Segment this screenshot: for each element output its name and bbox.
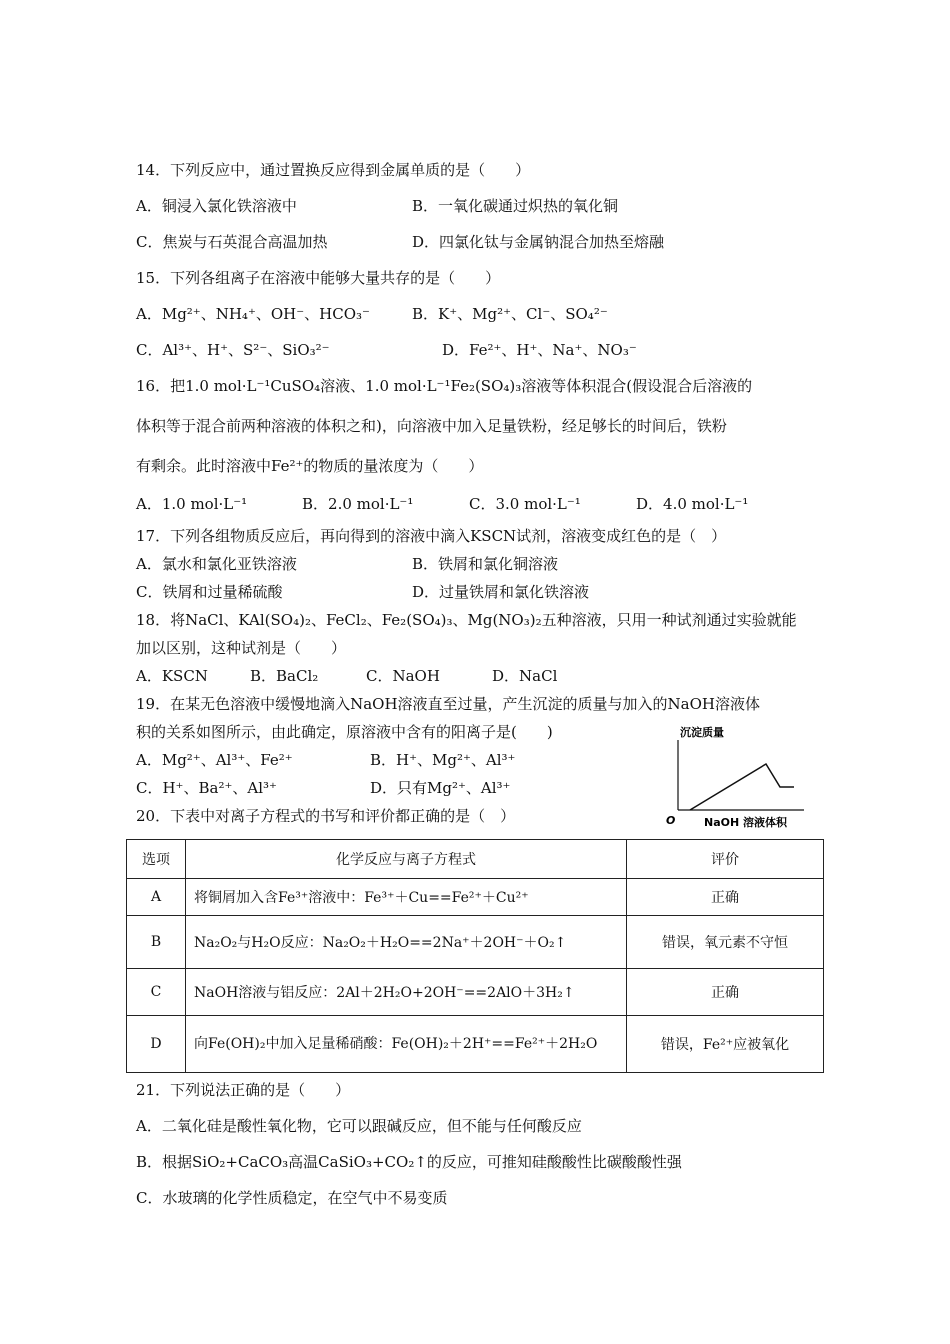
q21-option-a: A．二氧化硅是酸性氧化物，它可以跟碱反应，但不能与任何酸反应 (136, 1117, 582, 1135)
q16-stem-line1: 16．把1.0 mol·L⁻¹CuSO₄溶液、1.0 mol·L⁻¹Fe₂(SO₄)₃溶液等体积混合(假设混合后溶液的 (136, 377, 753, 395)
q17-option-a: A．氯水和氯化亚铁溶液 (136, 555, 297, 573)
q19-option-d: D．只有Mg²⁺、Al³⁺ (370, 779, 511, 797)
row-equation: NaOH溶液与铝反应：2Al＋2H₂O+2OH⁻==2AlO＋3H₂↑ (186, 969, 627, 1016)
row-option: C (127, 969, 186, 1016)
q19-option-a: A．Mg²⁺、Al³⁺、Fe²⁺ (136, 751, 293, 769)
table-header-evaluation: 评价 (627, 840, 824, 879)
q19-option-c: C．H⁺、Ba²⁺、Al³⁺ (136, 779, 277, 797)
q17-option-c: C．铁屑和过量稀硫酸 (136, 583, 283, 601)
q16-option-c: C．3.0 mol·L⁻¹ (469, 495, 581, 513)
q18-stem-line1: 18．将NaCl、KAl(SO₄)₂、FeCl₂、Fe₂(SO₄)₃、Mg(NO₃)₂五种溶液，只用一种试剂通过实验就能 (136, 611, 797, 629)
q17-stem: 17．下列各组物质反应后，再向得到的溶液中滴入KSCN试剂，溶液变成红色的是（ ） (136, 527, 727, 545)
q19-option-b: B．H⁺、Mg²⁺、Al³⁺ (370, 751, 516, 769)
q19-stem-line1: 19．在某无色溶液中缓慢地滴入NaOH溶液直至过量，产生沉淀的质量与加入的NaOH溶液体 (136, 695, 760, 713)
q15-option-a: A．Mg²⁺、NH₄⁺、OH⁻、HCO₃⁻ (136, 305, 370, 323)
row-evaluation: 正确 (627, 879, 824, 916)
q15-option-d: D．Fe²⁺、H⁺、Na⁺、NO₃⁻ (442, 341, 637, 359)
q14-option-d: D．四氯化钛与金属钠混合加热至熔融 (412, 233, 665, 251)
q18-stem-line2: 加以区别，这种试剂是（ ） (136, 639, 347, 657)
q17-option-d: D．过量铁屑和氯化铁溶液 (412, 583, 590, 601)
q14-option-a: A．铜浸入氯化铁溶液中 (136, 197, 297, 215)
q21-option-b: B．根据SiO₂+CaCO₃高温CaSiO₃+CO₂↑的反应，可推知硅酸酸性比碳酸酸性强 (136, 1153, 682, 1171)
q17-option-b: B．铁屑和氯化铜溶液 (412, 555, 559, 573)
graph-curve (690, 764, 794, 810)
graph-y-label: 沉淀质量 (680, 726, 724, 739)
row-equation: Na₂O₂与H₂O反应：Na₂O₂＋H₂O==2Na⁺＋2OH⁻＋O₂↑ (186, 916, 627, 969)
q20-table (126, 839, 824, 1073)
q16-stem-line2: 体积等于混合前两种溶液的体积之和)，向溶液中加入足量铁粉，经足够长的时间后，铁粉 (136, 417, 727, 435)
table-row (127, 969, 824, 1016)
table-row (127, 1016, 824, 1073)
row-evaluation: 错误，Fe²⁺应被氧化 (627, 1016, 824, 1073)
q14-option-c: C．焦炭与石英混合高温加热 (136, 233, 328, 251)
q18-option-c: C．NaOH (366, 667, 440, 685)
q14-option-b: B．一氧化碳通过炽热的氧化铜 (412, 197, 619, 215)
row-evaluation: 正确 (627, 969, 824, 1016)
q21-stem: 21．下列说法正确的是（ ） (136, 1081, 351, 1099)
q15-stem: 15．下列各组离子在溶液中能够大量共存的是（ ） (136, 269, 501, 287)
q14-stem: 14．下列反应中，通过置换反应得到金属单质的是（ ） (136, 161, 531, 179)
graph-x-label: NaOH 溶液体积 (704, 816, 788, 829)
row-option: D (127, 1016, 186, 1073)
precipitate-graph (658, 718, 808, 830)
q15-option-b: B．K⁺、Mg²⁺、Cl⁻、SO₄²⁻ (412, 305, 608, 323)
q16-option-d: D．4.0 mol·L⁻¹ (636, 495, 749, 513)
row-equation: 将铜屑加入含Fe³⁺溶液中：Fe³⁺＋Cu==Fe²⁺＋Cu²⁺ (186, 879, 627, 916)
table-row (127, 916, 824, 969)
q21-option-c: C．水玻璃的化学性质稳定，在空气中不易变质 (136, 1189, 448, 1207)
row-evaluation: 错误，氧元素不守恒 (627, 916, 824, 969)
row-option: A (127, 879, 186, 916)
q18-option-d: D．NaCl (492, 667, 558, 685)
q15-option-c: C．Al³⁺、H⁺、S²⁻、SiO₃²⁻ (136, 341, 330, 359)
row-equation: 向Fe(OH)₂中加入足量稀硝酸：Fe(OH)₂＋2H⁺==Fe²⁺＋2H₂O (186, 1016, 627, 1073)
q16-option-b: B．2.0 mol·L⁻¹ (302, 495, 414, 513)
table-header-equation: 化学反应与离子方程式 (186, 840, 627, 879)
q19-stem-line2: 积的关系如图所示，由此确定，原溶液中含有的阳离子是( ) (136, 723, 553, 741)
q16-option-a: A．1.0 mol·L⁻¹ (136, 495, 248, 513)
graph-origin: O (666, 814, 676, 827)
row-option: B (127, 916, 186, 969)
q18-option-a: A．KSCN (136, 667, 208, 685)
table-row (127, 879, 824, 916)
q16-stem-line3: 有剩余。此时溶液中Fe²⁺的物质的量浓度为（ ） (136, 457, 484, 475)
q18-option-b: B．BaCl₂ (250, 667, 319, 685)
table-header-option: 选项 (127, 840, 186, 879)
q20-stem: 20．下表中对离子方程式的书写和评价都正确的是（ ） (136, 807, 516, 825)
